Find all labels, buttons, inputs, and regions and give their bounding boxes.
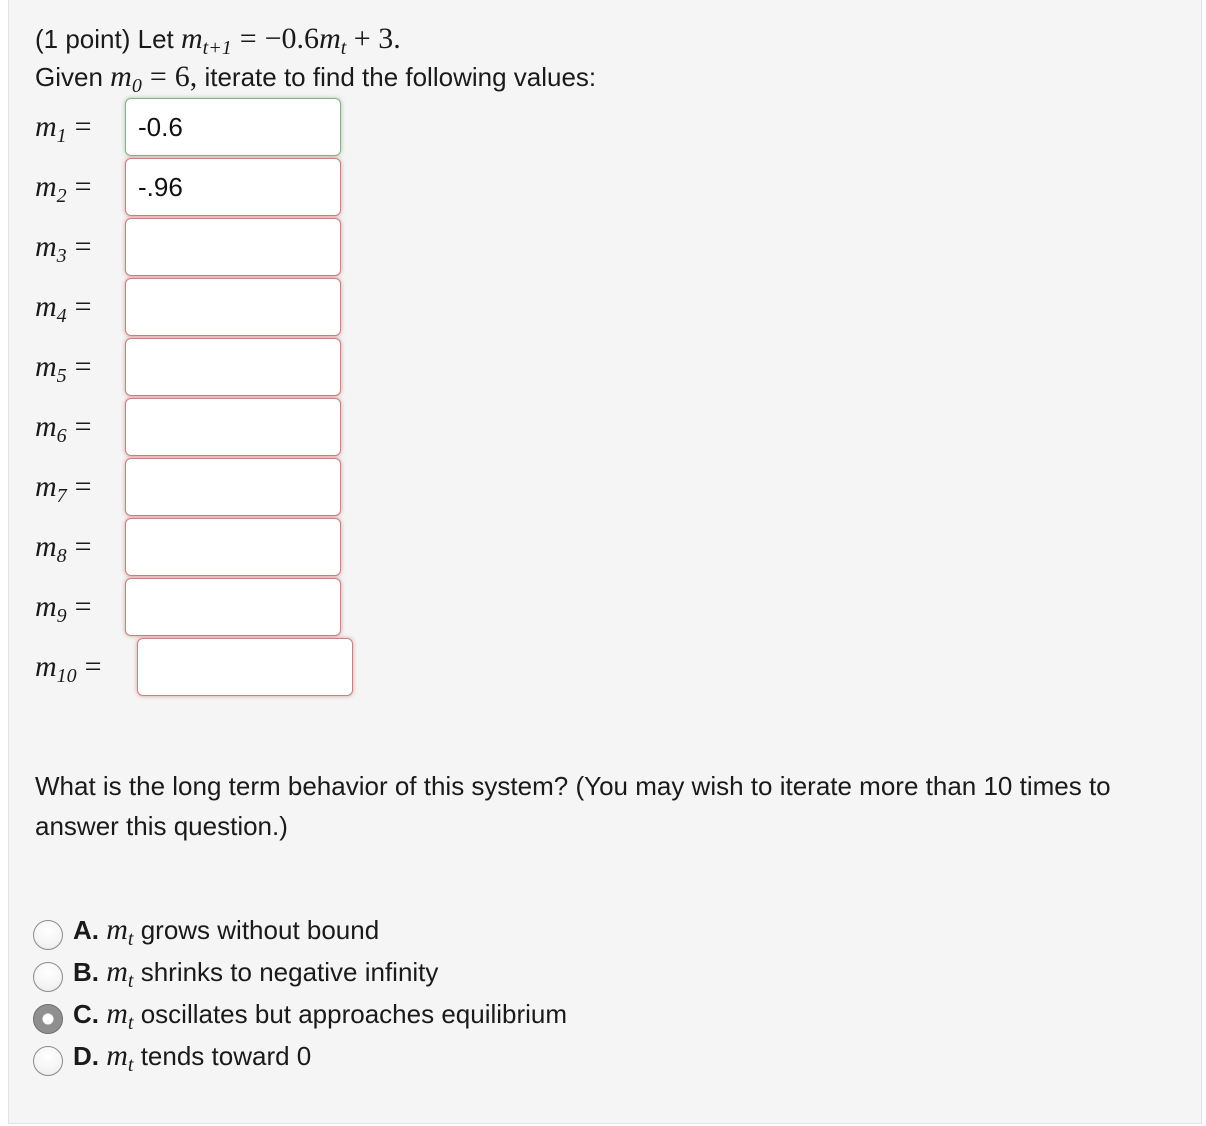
radio-button[interactable]: [33, 1046, 63, 1076]
initial-value: $m_0$: [110, 60, 142, 97]
radio-button[interactable]: [33, 920, 63, 950]
answer-input-m4[interactable]: [125, 278, 341, 336]
answer-input-m3[interactable]: [125, 218, 341, 276]
answer-label: $m_1$ =: [35, 110, 92, 147]
radio-button[interactable]: [33, 962, 63, 992]
answer-label: $m_8$ =: [35, 530, 92, 567]
answer-input-m10[interactable]: [137, 638, 353, 696]
problem-panel: [8, 0, 1202, 1124]
answer-label: $m_7$ =: [35, 470, 92, 507]
answer-label: $m_3$ =: [35, 230, 92, 267]
answer-label: $m_{10}$ =: [35, 650, 102, 687]
long-term-question: What is the long term behavior of this system? (You may wish to iterate more than 10 times to answer this question.): [35, 771, 1111, 841]
answer-input-m9[interactable]: [125, 578, 341, 636]
answer-input-m8[interactable]: [125, 518, 341, 576]
answer-label: $m_5$ =: [35, 350, 92, 387]
radio-button[interactable]: [33, 1004, 63, 1034]
choice-label: C. $m_t$ oscillates but approaches equilibrium: [73, 997, 568, 1034]
points-label: (1 point) Let: [35, 24, 174, 54]
choice-label: A. $m_t$ grows without bound: [73, 913, 380, 950]
answer-label: $m_2$ =: [35, 170, 92, 207]
answer-input-m2[interactable]: [125, 158, 341, 216]
given-statement: Given $m_0 = 6$, iterate to find the following values:: [35, 60, 597, 97]
recurrence-formula: $m_{t+1}$: [180, 22, 232, 59]
answer-label: $m_6$ =: [35, 410, 92, 447]
answer-label: $m_9$ =: [35, 590, 92, 627]
problem-statement: (1 point) Let $m_{t+1} = -0.6m_t + 3$.: [35, 22, 401, 59]
answer-input-m1[interactable]: [125, 98, 341, 156]
answer-input-m5[interactable]: [125, 338, 341, 396]
choice-label: D. $m_t$ tends toward 0: [73, 1039, 312, 1076]
choice-label: B. $m_t$ shrinks to negative infinity: [73, 955, 439, 992]
answer-input-m7[interactable]: [125, 458, 341, 516]
answer-input-m6[interactable]: [125, 398, 341, 456]
answer-label: $m_4$ =: [35, 290, 92, 327]
